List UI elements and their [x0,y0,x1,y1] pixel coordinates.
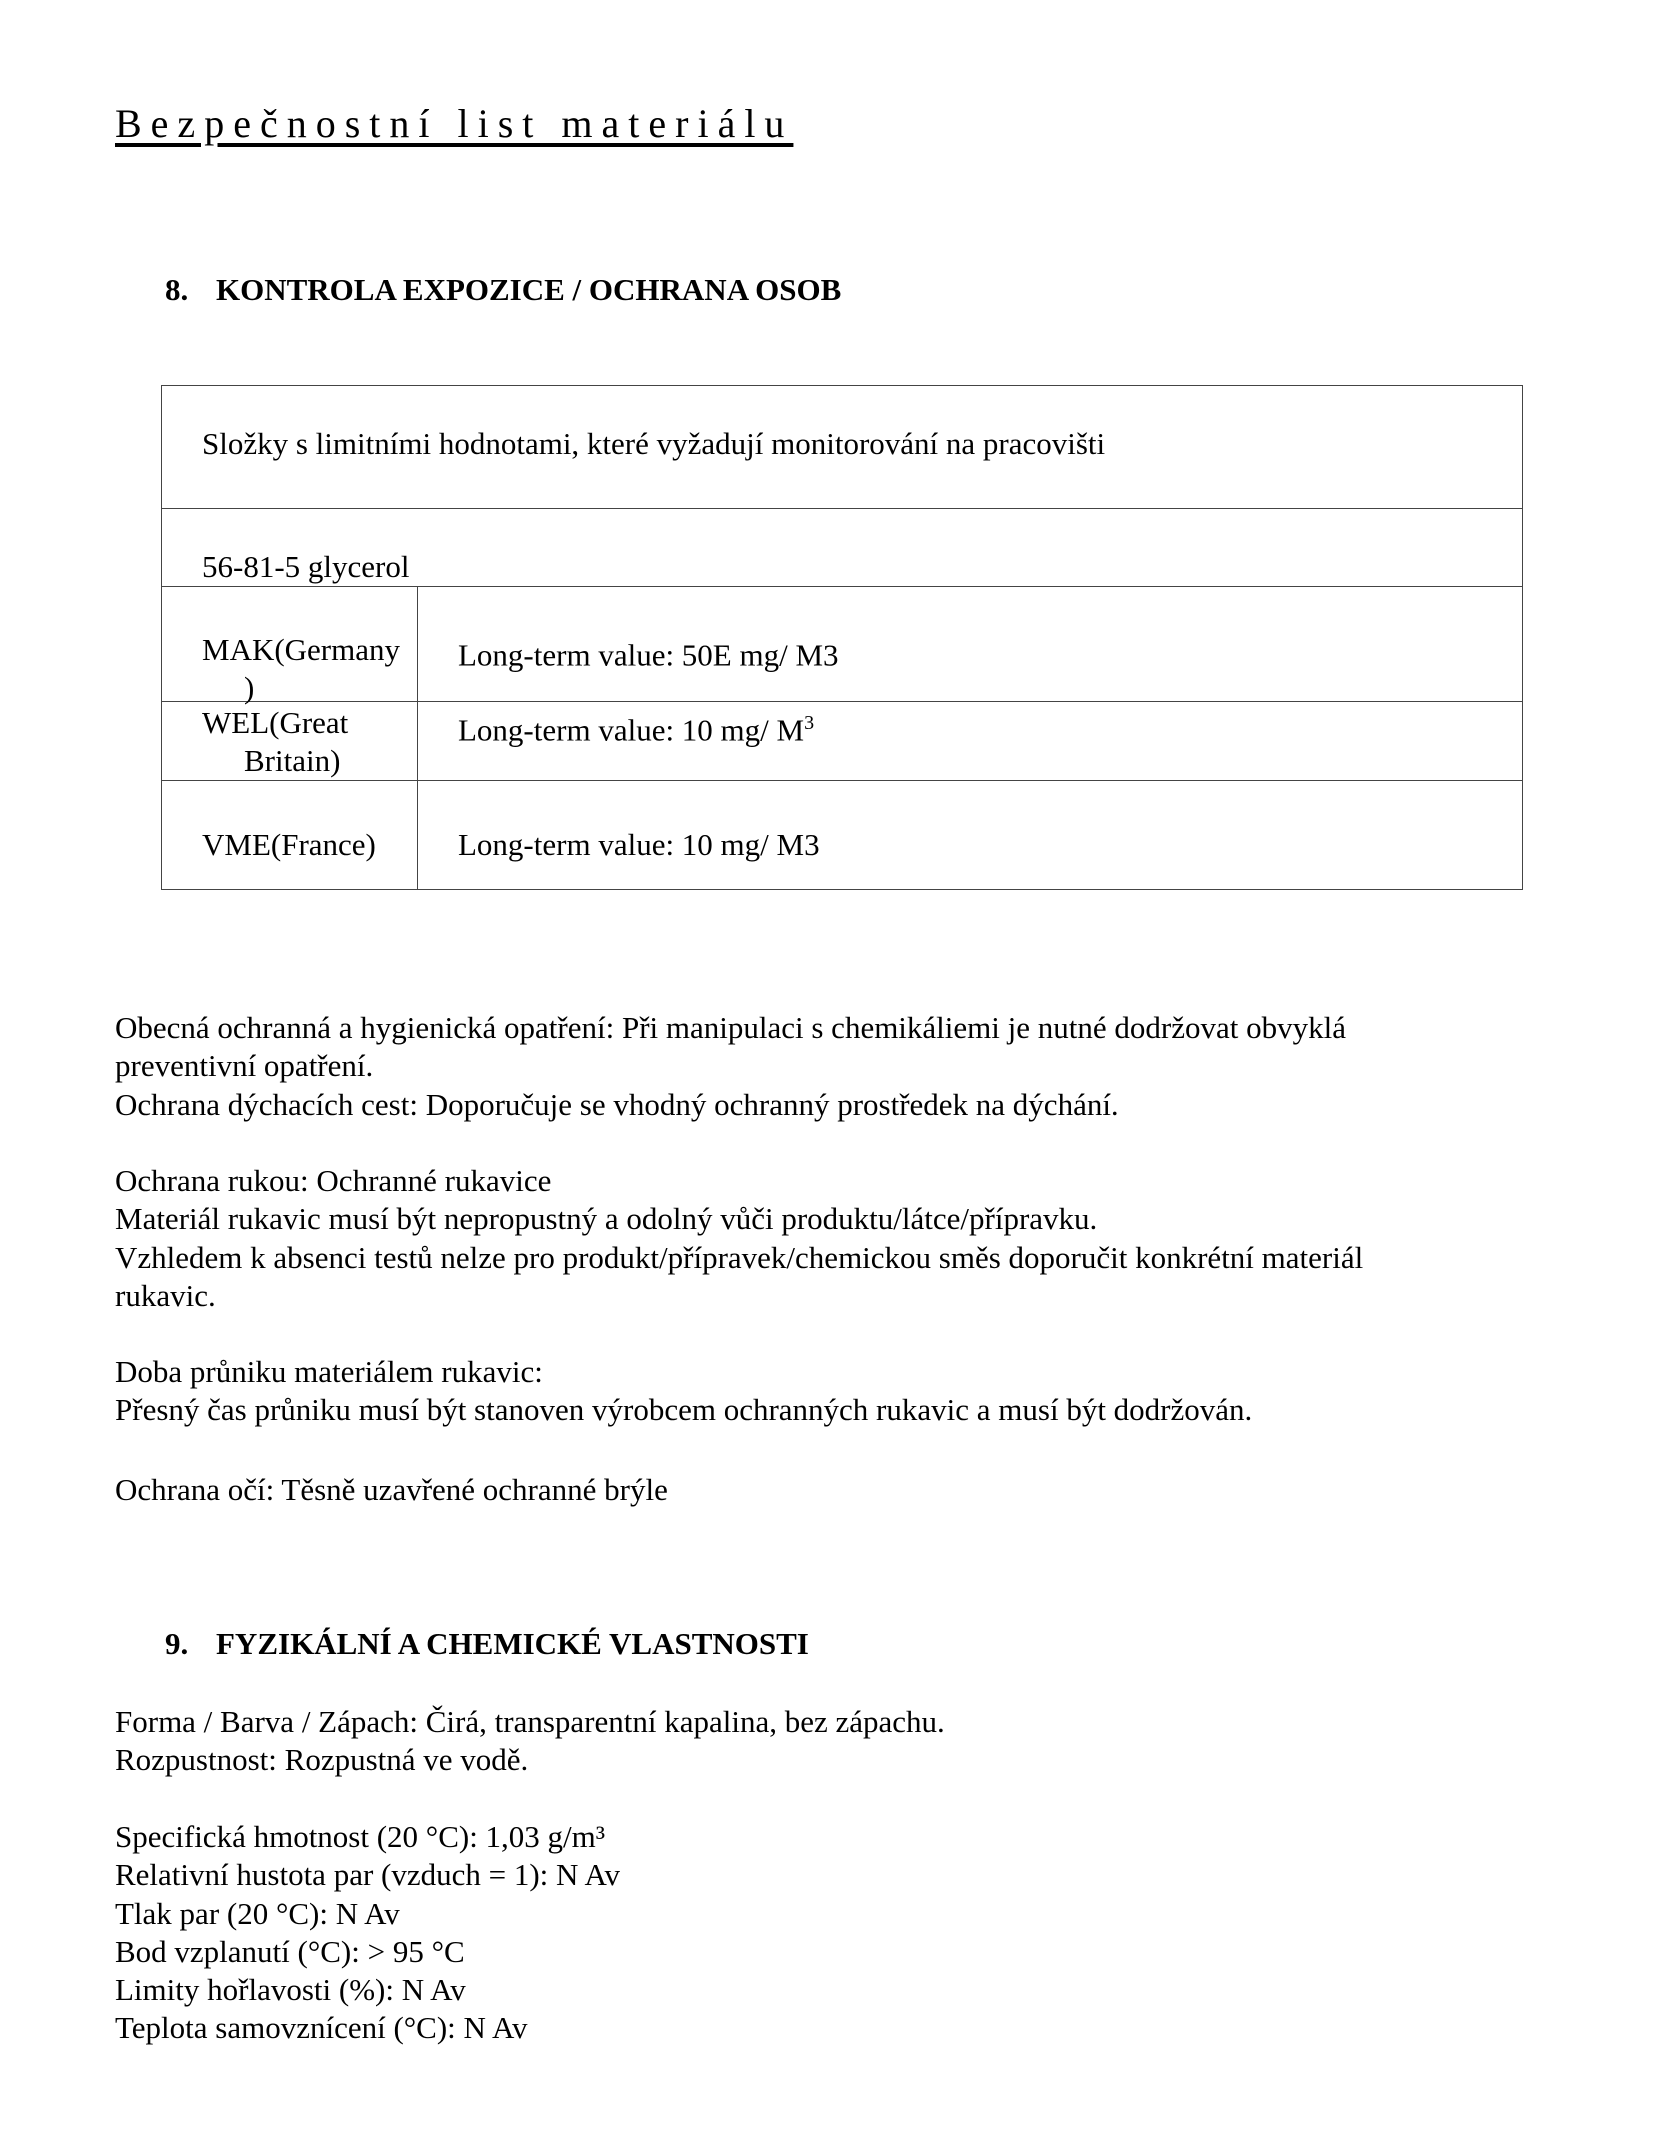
agency-line: Britain) [244,743,341,778]
agency-line: MAK(Germany [202,632,401,667]
text-line: Vzhledem k absenci testů nelze pro produkt/přípravek/chemickou směs doporučit konkrétní materiál [115,1239,1364,1275]
text-line: Forma / Barva / Zápach: Čirá, transparentní kapalina, bez zápachu. [115,1704,945,1739]
table-header: Složky s limitními hodnotami, které vyžadují monitorování na pracovišti [202,426,1106,461]
text-line: Obecná ochranná a hygienická opatření: Při manipulaci s chemikáliemi je nutné dodržovat obvyklá [115,1010,1346,1045]
limit-value [458,826,820,864]
text-line: rukavic. [115,1277,216,1313]
text-line: Materiál rukavic musí být nepropustný a odolný vůči produktu/látce/přípravku. [115,1201,1098,1237]
section-number: 9. [165,1626,189,1661]
substance-name: 56-81-5 glycerol [202,549,410,584]
paragraph-eye-protection [115,1471,1535,1509]
paragraph-hand-protection [115,1162,1535,1315]
text-line: Přesný čas průniku musí být stanoven výrobcem ochranných rukavic a musí být dodržován. [115,1392,1253,1428]
text-line: Relativní hustota par (vzduch = 1): N Av [115,1857,621,1893]
text-line: Tlak par (20 °C): N Av [115,1895,400,1931]
table-row [162,587,1523,702]
limit-value-text: Long-term value: 10 mg/ M [458,712,805,748]
text-line: Teplota samovznícení (°C): N Av [115,2010,528,2046]
paragraph-breakthrough-time [115,1353,1535,1430]
limit-value [458,631,839,673]
text-line: Ochrana očí: Těsně uzavřené ochranné brýle [115,1472,668,1507]
section-title: KONTROLA EXPOZICE / OCHRANA OSOB [216,272,842,307]
agency-line: ) [244,670,255,705]
table-row [162,702,1523,781]
text-line: Rozpustnost: Rozpustná ve vodě. [115,1742,529,1778]
exposure-limits-table [161,385,1523,890]
text-line: preventivní opatření. [115,1048,374,1084]
text-line: Ochrana dýchacích cest: Doporučuje se vhodný ochranný prostředek na dýchání. [115,1086,1119,1122]
text-line: Specifická hmotnost (20 °C): 1,03 g/m³ [115,1819,606,1854]
text-line: Bod vzplanutí (°C): > 95 °C [115,1933,465,1969]
agency-label [202,704,348,780]
paragraph-form-solubility [115,1703,1535,1780]
agency-line: WEL(Great [202,705,349,740]
limit-value-text: Long-term value: 50E mg/ M3 [458,637,839,673]
section-number: 8. [165,272,189,307]
text-line: Limity hořlavosti (%): N Av [115,1972,466,2008]
substance-row [162,509,1523,587]
agency-label: VME(France) [202,827,376,862]
document-title: Bezpečnostní list materiálu [115,101,794,146]
paragraph-general-protection [115,1009,1535,1124]
text-line: Ochrana rukou: Ochranné rukavice [115,1163,552,1198]
agency-label [202,631,400,707]
paragraph-physical-properties [115,1818,1535,2048]
table-header-row [162,386,1523,509]
table-row [162,781,1523,890]
superscript: 3 [804,712,815,734]
limit-value [458,704,814,749]
section-title: FYZIKÁLNÍ A CHEMICKÉ VLASTNOSTI [216,1626,809,1661]
text-line: Doba průniku materiálem rukavic: [115,1354,543,1389]
limit-value-text: Long-term value: 10 mg/ M3 [458,827,820,862]
